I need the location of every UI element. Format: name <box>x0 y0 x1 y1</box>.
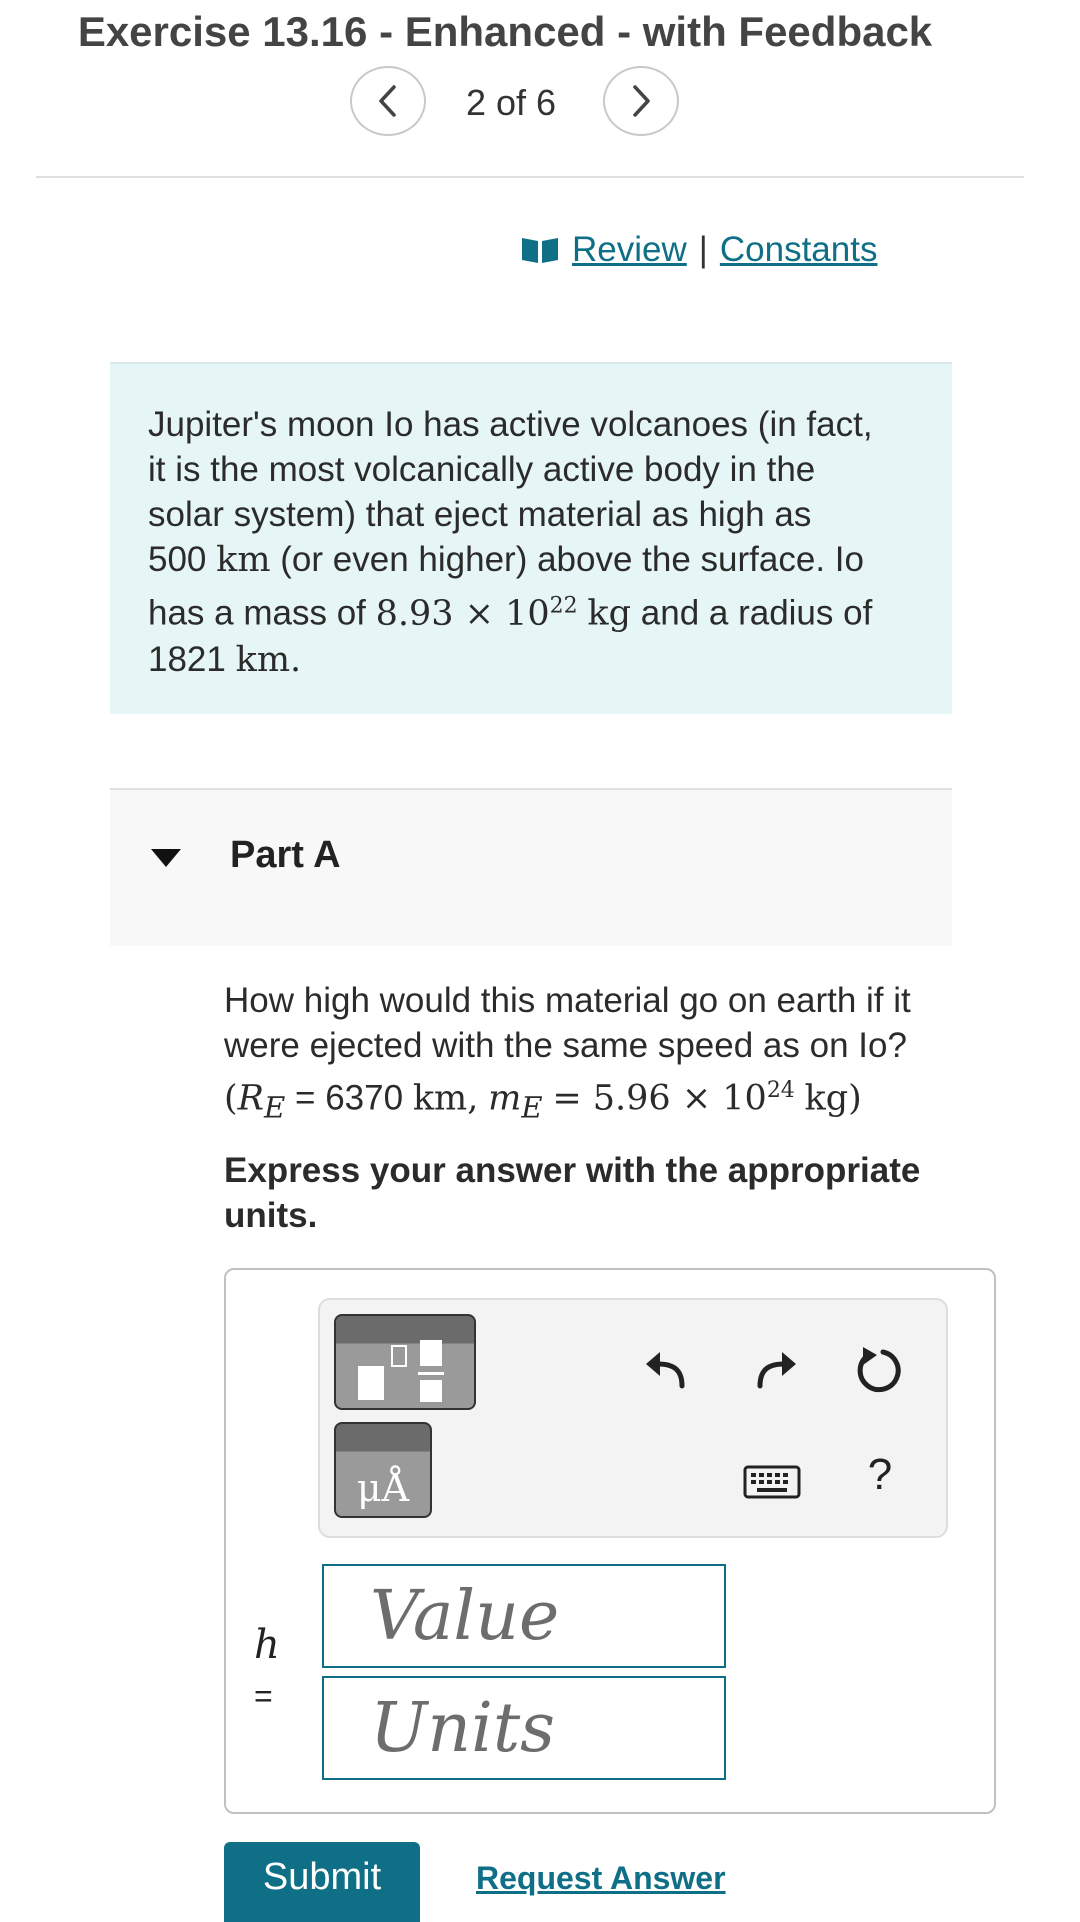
help-button[interactable]: ? <box>867 1450 893 1499</box>
units-glyph: μÅ <box>356 1466 410 1510</box>
reset-button[interactable] <box>850 1342 906 1398</box>
intro-text: (or even higher) above the surface. Io <box>280 540 864 579</box>
question-text <box>224 978 984 1131</box>
intro-line: Jupiter's moon Io has active volcanoes (in fact, <box>148 405 873 444</box>
problem-statement <box>110 362 952 714</box>
intro-line <box>148 537 914 583</box>
caret-down-icon[interactable] <box>150 848 182 868</box>
redo-button[interactable] <box>748 1342 804 1398</box>
mass-value: $8.93 \times 10^{22}$ <box>375 593 578 634</box>
height-unit: km <box>216 540 271 580</box>
undo-button[interactable] <box>638 1342 694 1398</box>
item-counter: 2 of 6 <box>465 82 557 123</box>
keyboard-icon <box>743 1465 801 1499</box>
intro-text: has a mass of <box>148 593 366 633</box>
fraction-template-icon <box>336 1316 474 1408</box>
submit-button[interactable]: Submit <box>224 1842 420 1922</box>
intro-text: and a radius of <box>640 593 873 633</box>
next-button[interactable] <box>603 66 679 136</box>
templates-button[interactable] <box>334 1314 476 1410</box>
header-divider <box>36 176 1024 178</box>
redo-icon <box>752 1346 800 1394</box>
resource-links <box>520 230 877 270</box>
height-value: 500 <box>148 540 207 579</box>
value-input[interactable]: Value <box>322 1564 726 1668</box>
review-link[interactable]: Review <box>572 230 687 269</box>
question-line: were ejected with the same speed as on Io? <box>224 1026 907 1065</box>
keyboard-button[interactable] <box>742 1460 802 1504</box>
radius-value: 1821 <box>148 639 226 679</box>
given-values: ($R_E = 6370$ km, $m_E = 5.96 \times 10^{24}$ kg) <box>224 1078 862 1125</box>
intro-line <box>148 583 914 637</box>
answer-instruction: Express your answer with the appropriate units. <box>224 1151 921 1235</box>
answer-variable: h <box>254 1622 280 1668</box>
part-a-header[interactable] <box>110 788 952 946</box>
chevron-left-icon <box>375 84 401 118</box>
part-label: Part A <box>230 834 341 876</box>
book-icon <box>520 235 560 265</box>
equals-sign: = <box>254 1678 273 1714</box>
link-separator: | <box>698 230 708 269</box>
intro-line: solar system) that eject material as high as <box>148 495 812 534</box>
request-answer-link[interactable]: Request Answer <box>476 1860 726 1896</box>
reset-icon <box>853 1345 903 1395</box>
intro-line: it is the most volcanically active body in the <box>148 450 816 489</box>
mass-unit: kg <box>587 593 632 634</box>
constants-link[interactable]: Constants <box>719 230 878 269</box>
units-button[interactable] <box>334 1422 432 1518</box>
question-line: How high would this material go on earth if it <box>224 981 911 1020</box>
chevron-right-icon <box>628 84 654 118</box>
previous-button[interactable] <box>350 66 426 136</box>
undo-icon <box>642 1346 690 1394</box>
units-input[interactable]: Units <box>322 1676 726 1780</box>
intro-line <box>148 637 914 683</box>
exercise-title: Exercise 13.16 - Enhanced - with Feedback <box>77 8 933 55</box>
radius-unit: km. <box>235 639 302 680</box>
